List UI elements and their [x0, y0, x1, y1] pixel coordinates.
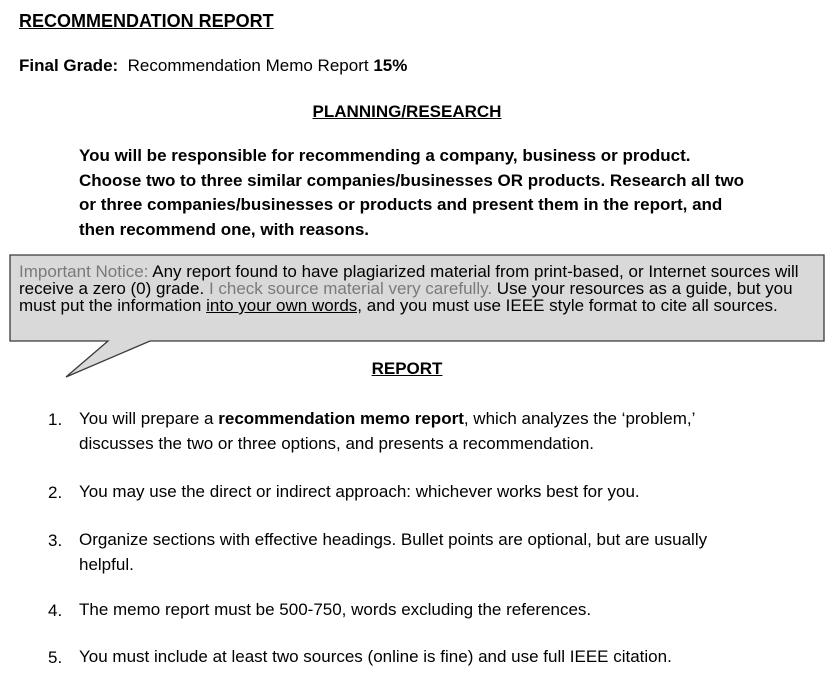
list-item: You may use the direct or indirect approach: whichever works best for you.: [79, 482, 640, 501]
notice-text-part: and you must use IEEE style format to cite all sources.: [366, 296, 778, 315]
notice-text: [19, 263, 809, 314]
list-number: 3.: [48, 531, 63, 550]
notice-grey-text: I check source material very carefully.: [208, 279, 493, 298]
notice-text-part: Any report found to have plagiarized material from print-based, or Internet sources will receive a zero (0) grade.: [19, 262, 799, 298]
intro-line: or three companies/businesses or products and present them in the report, and: [79, 195, 723, 214]
report-title: RECOMMENDATION REPORT: [19, 11, 274, 31]
report-heading: REPORT: [371, 359, 443, 378]
final-grade-label: Final Grade:: [19, 56, 119, 75]
intro-line: Choose two to three similar companies/businesses OR products. Research all two: [79, 170, 745, 190]
list-item-line: [79, 407, 799, 432]
list-item: The memo report must be 500-750, words excluding the references.: [79, 600, 592, 619]
final-grade-weight: 15%: [373, 56, 408, 75]
list-item: [79, 407, 799, 456]
intro-line: then recommend one, with reasons.: [79, 219, 370, 239]
list-item-line: Organize sections with effective headings. Bullet points are optional, but are usually: [79, 530, 708, 549]
final-grade-text: Recommendation Memo Report: [127, 56, 369, 75]
list-number: 2.: [48, 483, 63, 502]
intro-line: You will be responsible for recommending a company, business or product.: [79, 146, 691, 165]
list-item-bold-text: recommendation memo report: [218, 409, 464, 428]
list-item-text: You will prepare a: [79, 409, 214, 428]
list-item-text: , which analyzes the ‘problem,’: [463, 409, 696, 428]
planning-heading: PLANNING/RESEARCH: [312, 102, 502, 121]
list-number: 4.: [48, 601, 63, 620]
list-item: You must include at least two sources (online is fine) and use full IEEE citation.: [79, 647, 672, 666]
list-number: 1.: [48, 410, 63, 429]
notice-label: Important Notice:: [19, 262, 149, 281]
list-item-line: helpful.: [79, 554, 134, 574]
list-item-line: discusses the two or three options, and presents a recommendation.: [79, 433, 595, 453]
list-item: [79, 528, 799, 577]
list-number: 5.: [48, 648, 63, 667]
notice-text-part: Use your resources as a guide, but you must put the information: [19, 279, 793, 315]
notice-underlined-text: into your own words,: [206, 296, 363, 315]
